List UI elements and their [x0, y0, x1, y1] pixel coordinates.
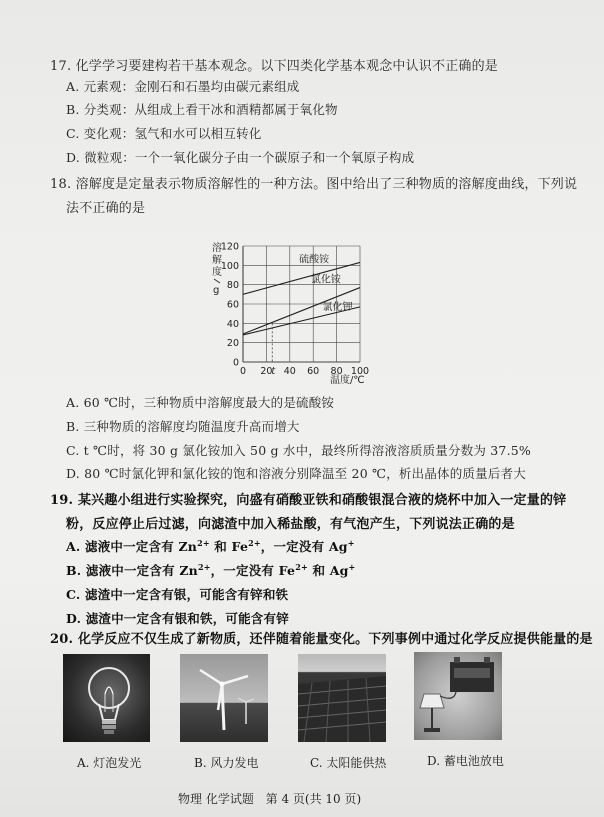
x-tick-label: 100 — [350, 366, 370, 377]
y-tick-label: 100 — [220, 260, 239, 272]
caption-c: C. 太阳能供热 — [310, 756, 387, 770]
light-bulb-icon — [63, 654, 150, 742]
q17-option-d: D. 微粒观：一个一氧化碳分子由一个碳原子和一个氧原子构成 — [66, 150, 415, 165]
y-axis-label-unit: g — [213, 285, 220, 296]
y-tick-label: 0 — [232, 357, 239, 369]
q19-option-b: B. 滤液中一定含有 $Zn^{2+}$，一定没有 $Fe^{2+}$ 和 Ag+ — [66, 561, 356, 578]
x-tick-label: 80 — [330, 366, 343, 377]
q20-stem: 20. 化学反应不仅生成了新物质，还伴随着能量变化。下列事例中通过化学反应提供能量的是 — [50, 632, 593, 647]
y-tick-label: 80 — [226, 280, 239, 292]
x-tick-label: 20 — [260, 366, 273, 377]
y-axis-label-char-3: 度 — [212, 267, 222, 278]
q18-option-b: B. 三种物质的溶解度均随温度升高而增大 — [66, 419, 300, 434]
y-axis-label-slash — [214, 279, 220, 283]
x-tick-label: 40 — [283, 366, 296, 377]
q17-option-a: A. 元素观：金刚石和石墨均由碳元素组成 — [66, 79, 300, 94]
caption-b: B. 风力发电 — [194, 756, 259, 770]
footer-page-number: 第 4 页(共 10 页) — [265, 792, 362, 806]
solubility-chart — [205, 238, 395, 388]
q18-stem-line2: 法不正确的是 — [66, 201, 146, 216]
page-footer — [178, 790, 369, 807]
y-tick-label: 60 — [226, 299, 239, 311]
q19-stem-line2: 粉，反应停止后过滤，向滤渣中加入稀盐酸，有气泡产生，下列说法正确的是 — [66, 517, 515, 532]
y-tick-label: 20 — [226, 338, 239, 350]
footer-subject: 物理 化学试题 — [178, 792, 254, 806]
x-tick-label: t — [271, 366, 276, 377]
caption-a: A. 灯泡发光 — [77, 756, 142, 770]
q18-stem-line1: 18. 溶解度是定量表示物质溶解性的一种方法。图中给出了三种物质的溶解度曲线，下列说 — [50, 177, 578, 192]
y-axis-label-char-2: 解 — [212, 255, 222, 266]
q19-option-a: A. 滤液中一定含有 $Zn^{2+}$ 和 $Fe^{2+}$，一定没有 Ag+ — [66, 537, 355, 554]
x-axis-label: 温度/℃ — [330, 375, 365, 386]
q18-option-a: A. 60 ℃时，三种物质中溶解度最大的是硫酸铵 — [66, 395, 335, 410]
solar-panel-icon — [298, 654, 386, 742]
wind-turbine-icon — [180, 654, 268, 742]
q19-option-c: C. 滤渣中一定含有银，可能含有锌和铁 — [66, 587, 289, 602]
y-tick-label: 40 — [226, 318, 239, 330]
y-axis-label-char-1: 溶 — [212, 243, 222, 254]
q17-stem: 17. 化学学习要建构若干基本观念。以下四类化学基本观念中认识不正确的是 — [50, 59, 499, 74]
y-tick-label: 120 — [220, 241, 239, 253]
q18-option-d: D. 80 ℃时氯化钾和氯化铵的饱和溶液分别降温至 20 ℃，析出晶体的质量后者大 — [66, 466, 526, 481]
caption-d: D. 蓄电池放电 — [427, 754, 504, 768]
series-label-0: 硫酸铵 — [299, 254, 330, 266]
q17-option-b: B. 分类观：从组成上看干冰和酒精都属于氧化物 — [66, 102, 338, 117]
x-tick-label: 0 — [239, 366, 247, 377]
q19-stem-line1: 19. 某兴趣小组进行实验探究，向盛有硝酸亚铁和硝酸银混合液的烧杯中加入一定量的锌 — [50, 493, 567, 508]
q19-option-d: D. 滤渣中一定含有银和铁，可能含有锌 — [66, 611, 289, 626]
series-label-1: 氯化铵 — [310, 274, 341, 286]
battery-lamp-icon — [414, 652, 502, 740]
series-label-2: 氯化钾 — [322, 301, 353, 313]
q17-option-c: C. 变化观：氢气和水可以相互转化 — [66, 126, 262, 141]
q18-option-c: C. t ℃时，将 30 g 氯化铵加入 50 g 水中，最终所得溶液溶质质量分数为 37.5% — [66, 443, 531, 458]
x-tick-label: 60 — [307, 366, 320, 377]
series-line-0 — [243, 262, 360, 294]
